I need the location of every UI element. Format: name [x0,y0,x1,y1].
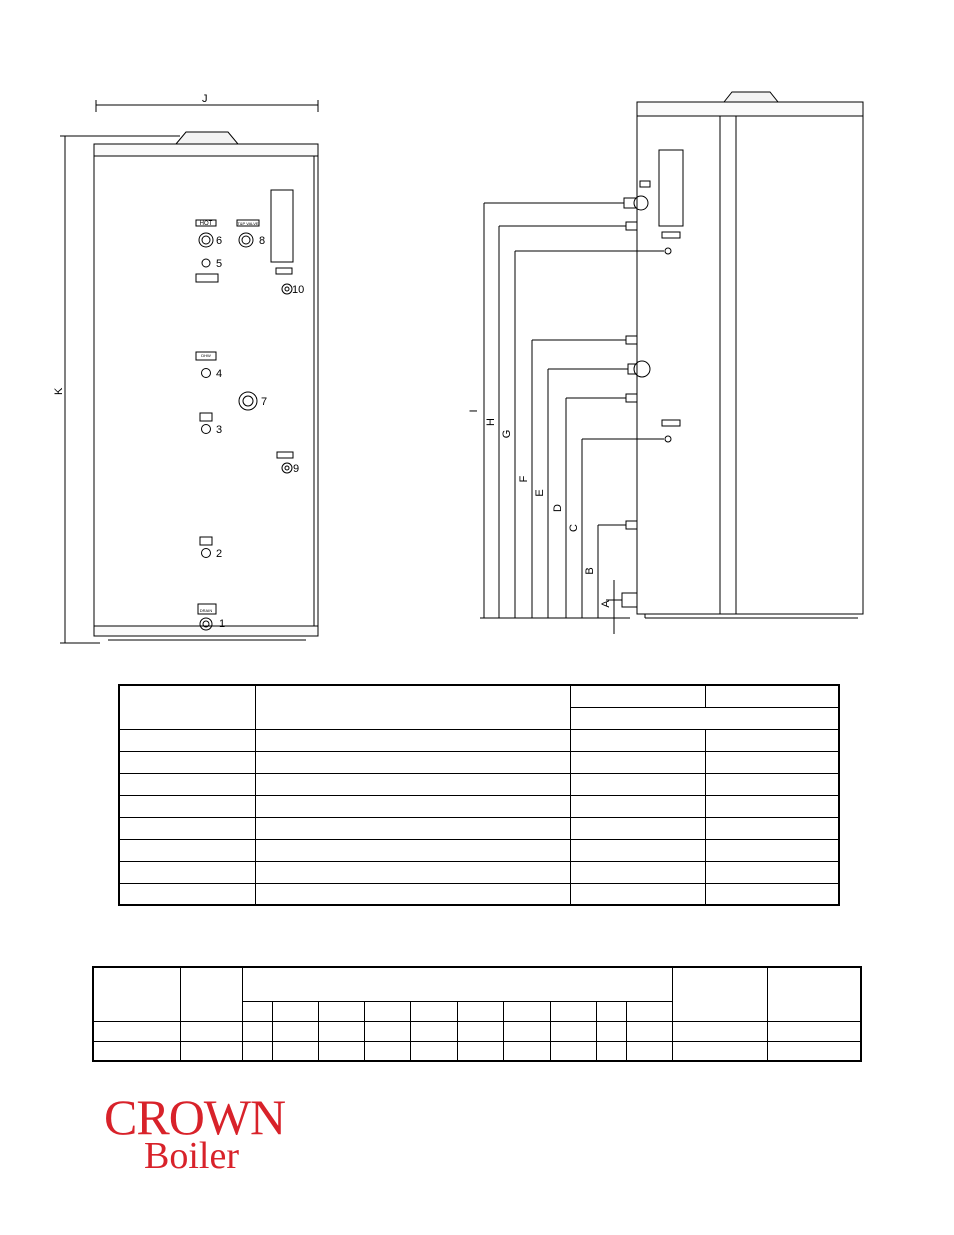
dim-d-label: D [552,504,564,512]
dim-c-label: C [568,524,580,532]
table-cell [93,967,181,1021]
dim-b-label: B [584,567,596,575]
port-label-8: 8 [259,235,266,247]
dimensions-table [92,966,862,1062]
table-row [119,729,839,751]
logo-line-boiler: Boiler [144,1135,239,1177]
dim-j-label: J [202,93,208,105]
table-cell [571,685,706,707]
table-row [119,883,839,905]
port-label-5: 5 [216,258,223,270]
table-row [119,817,839,839]
table-cell [119,685,256,729]
table-row [119,795,839,817]
dim-i-label: I [468,409,480,413]
crown-boiler-logo [104,1090,304,1190]
label-tp-valve: T&P VALVE [237,221,259,226]
table-cell [768,967,862,1021]
label-hot: HOT [199,221,213,227]
table-cell [706,685,840,707]
table-cell [243,967,673,1001]
port-label-4: 4 [216,368,223,380]
dim-g-label: G [501,429,513,439]
dim-k-label: K [53,387,65,395]
connections-table [118,684,840,906]
table-row [93,1041,861,1061]
table-cell [256,685,571,729]
label-drain: DRAIN [199,608,213,613]
dim-a-label: A [600,600,612,608]
logo-line-crown: CROWN [104,1089,286,1145]
table-cell [571,707,840,729]
table-row [119,751,839,773]
table-row [93,1021,861,1041]
port-label-3: 3 [216,424,223,436]
dim-h-label: H [485,418,497,426]
dim-e-label: E [534,489,546,497]
label-dhw: DHW [201,353,211,358]
port-label-2: 2 [216,548,223,560]
table-cell [181,967,243,1021]
port-label-9: 9 [293,463,300,475]
port-label-10: 10 [292,284,305,296]
port-label-7: 7 [261,396,268,408]
table-row [119,773,839,795]
port-label-6: 6 [216,235,223,247]
port-label-1: 1 [219,618,226,630]
dim-f-label: F [518,475,530,483]
table-row [119,861,839,883]
table-cell [673,967,768,1021]
table-row [119,839,839,861]
